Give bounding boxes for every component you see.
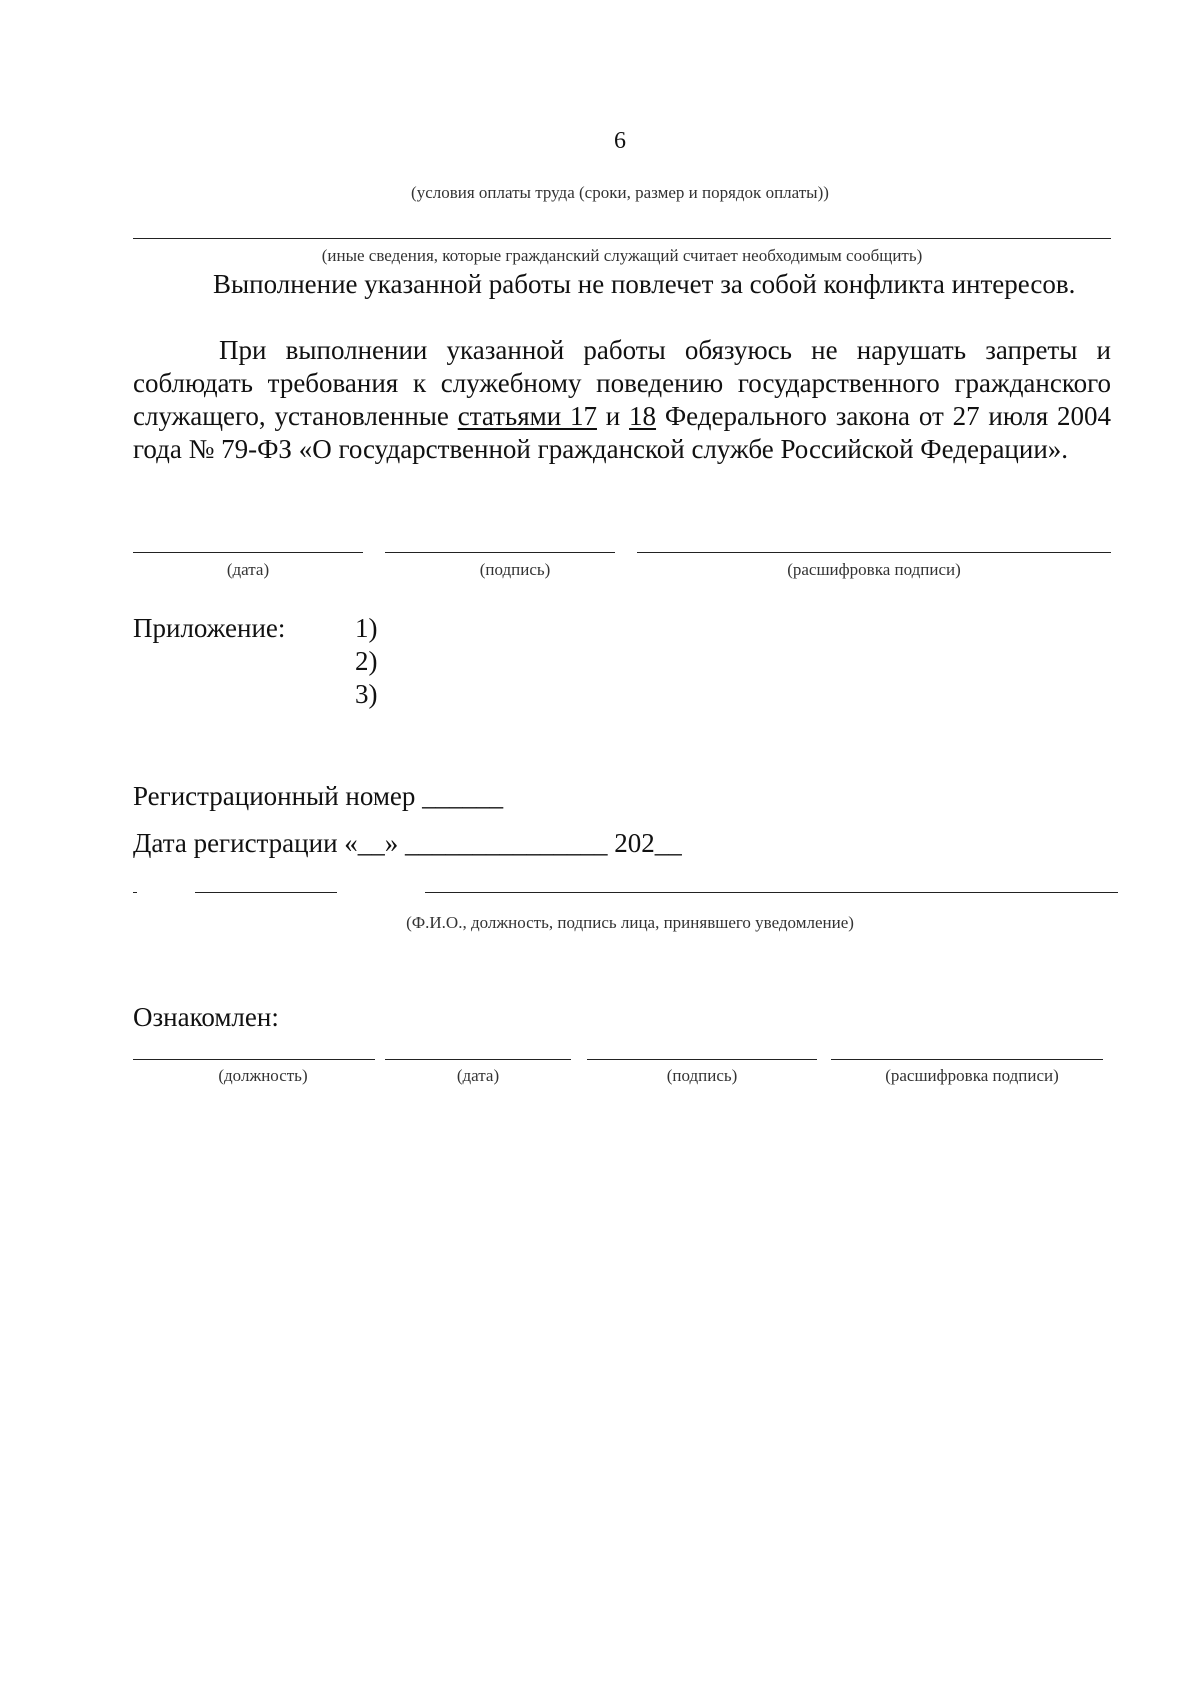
- signature-line: [385, 552, 615, 553]
- link-articles-17[interactable]: статьями 17: [457, 401, 597, 431]
- page-number: 6: [614, 128, 626, 154]
- obligations-text-2: Федерального закона от 27 июля 2004 года № 79-ФЗ «О государственной гражданской службе Российской Федерации».: [133, 401, 1112, 464]
- caption-other-info: (иные сведения, которые гражданский служащий считает необходимым сообщить): [321, 246, 923, 265]
- caption-ack-signature-decoding: (расшифровка подписи): [885, 1066, 1059, 1085]
- attachment-item: 3): [355, 679, 378, 709]
- registration-number: Регистрационный номер ______: [133, 781, 504, 811]
- date-line: [133, 552, 363, 553]
- ack-signature-line: [587, 1059, 817, 1060]
- registration-date: Дата регистрации «__» _______________ 202__: [133, 828, 682, 858]
- acknowledged-label: Ознакомлен:: [133, 1002, 279, 1032]
- receiver-line-short: [195, 892, 337, 893]
- ack-date-line: [385, 1059, 571, 1060]
- caption-signature-decoding: (расшифровка подписи): [787, 560, 961, 579]
- paragraph-no-conflict: [133, 268, 1111, 301]
- obligations-text-1: При выполнении указанной работы обязуюсь не нарушать запреты и соблюдать требования к служебному поведению государственного гражданского служащего, установленные: [133, 335, 1111, 431]
- receiver-line-long: [425, 892, 1118, 893]
- other-info-line: [133, 238, 1111, 239]
- attachment-item: 2): [355, 646, 378, 676]
- caption-receiver: (Ф.И.О., должность, подпись лица, принявшего уведомление): [406, 913, 854, 932]
- link-article-18[interactable]: 18: [629, 401, 657, 431]
- caption-date: (дата): [226, 560, 270, 579]
- paragraph-no-conflict-text: Выполнение указанной работы не повлечет за собой конфликта интересов.: [213, 269, 1076, 299]
- obligations-text-and: и: [596, 401, 630, 431]
- attachment-label: Приложение:: [133, 613, 286, 643]
- attachment-item: 1): [355, 613, 378, 643]
- caption-ack-date: (дата): [456, 1066, 500, 1085]
- ack-signature-decoding-line: [831, 1059, 1103, 1060]
- receiver-line-start: [133, 892, 137, 893]
- position-line: [133, 1059, 375, 1060]
- caption-signature: (подпись): [479, 560, 551, 579]
- paragraph-obligations: [133, 334, 1111, 466]
- signature-decoding-line: [637, 552, 1111, 553]
- caption-position: (должность): [218, 1066, 308, 1085]
- caption-ack-signature: (подпись): [666, 1066, 738, 1085]
- caption-pay-terms: (условия оплаты труда (сроки, размер и порядок оплаты)): [411, 183, 829, 202]
